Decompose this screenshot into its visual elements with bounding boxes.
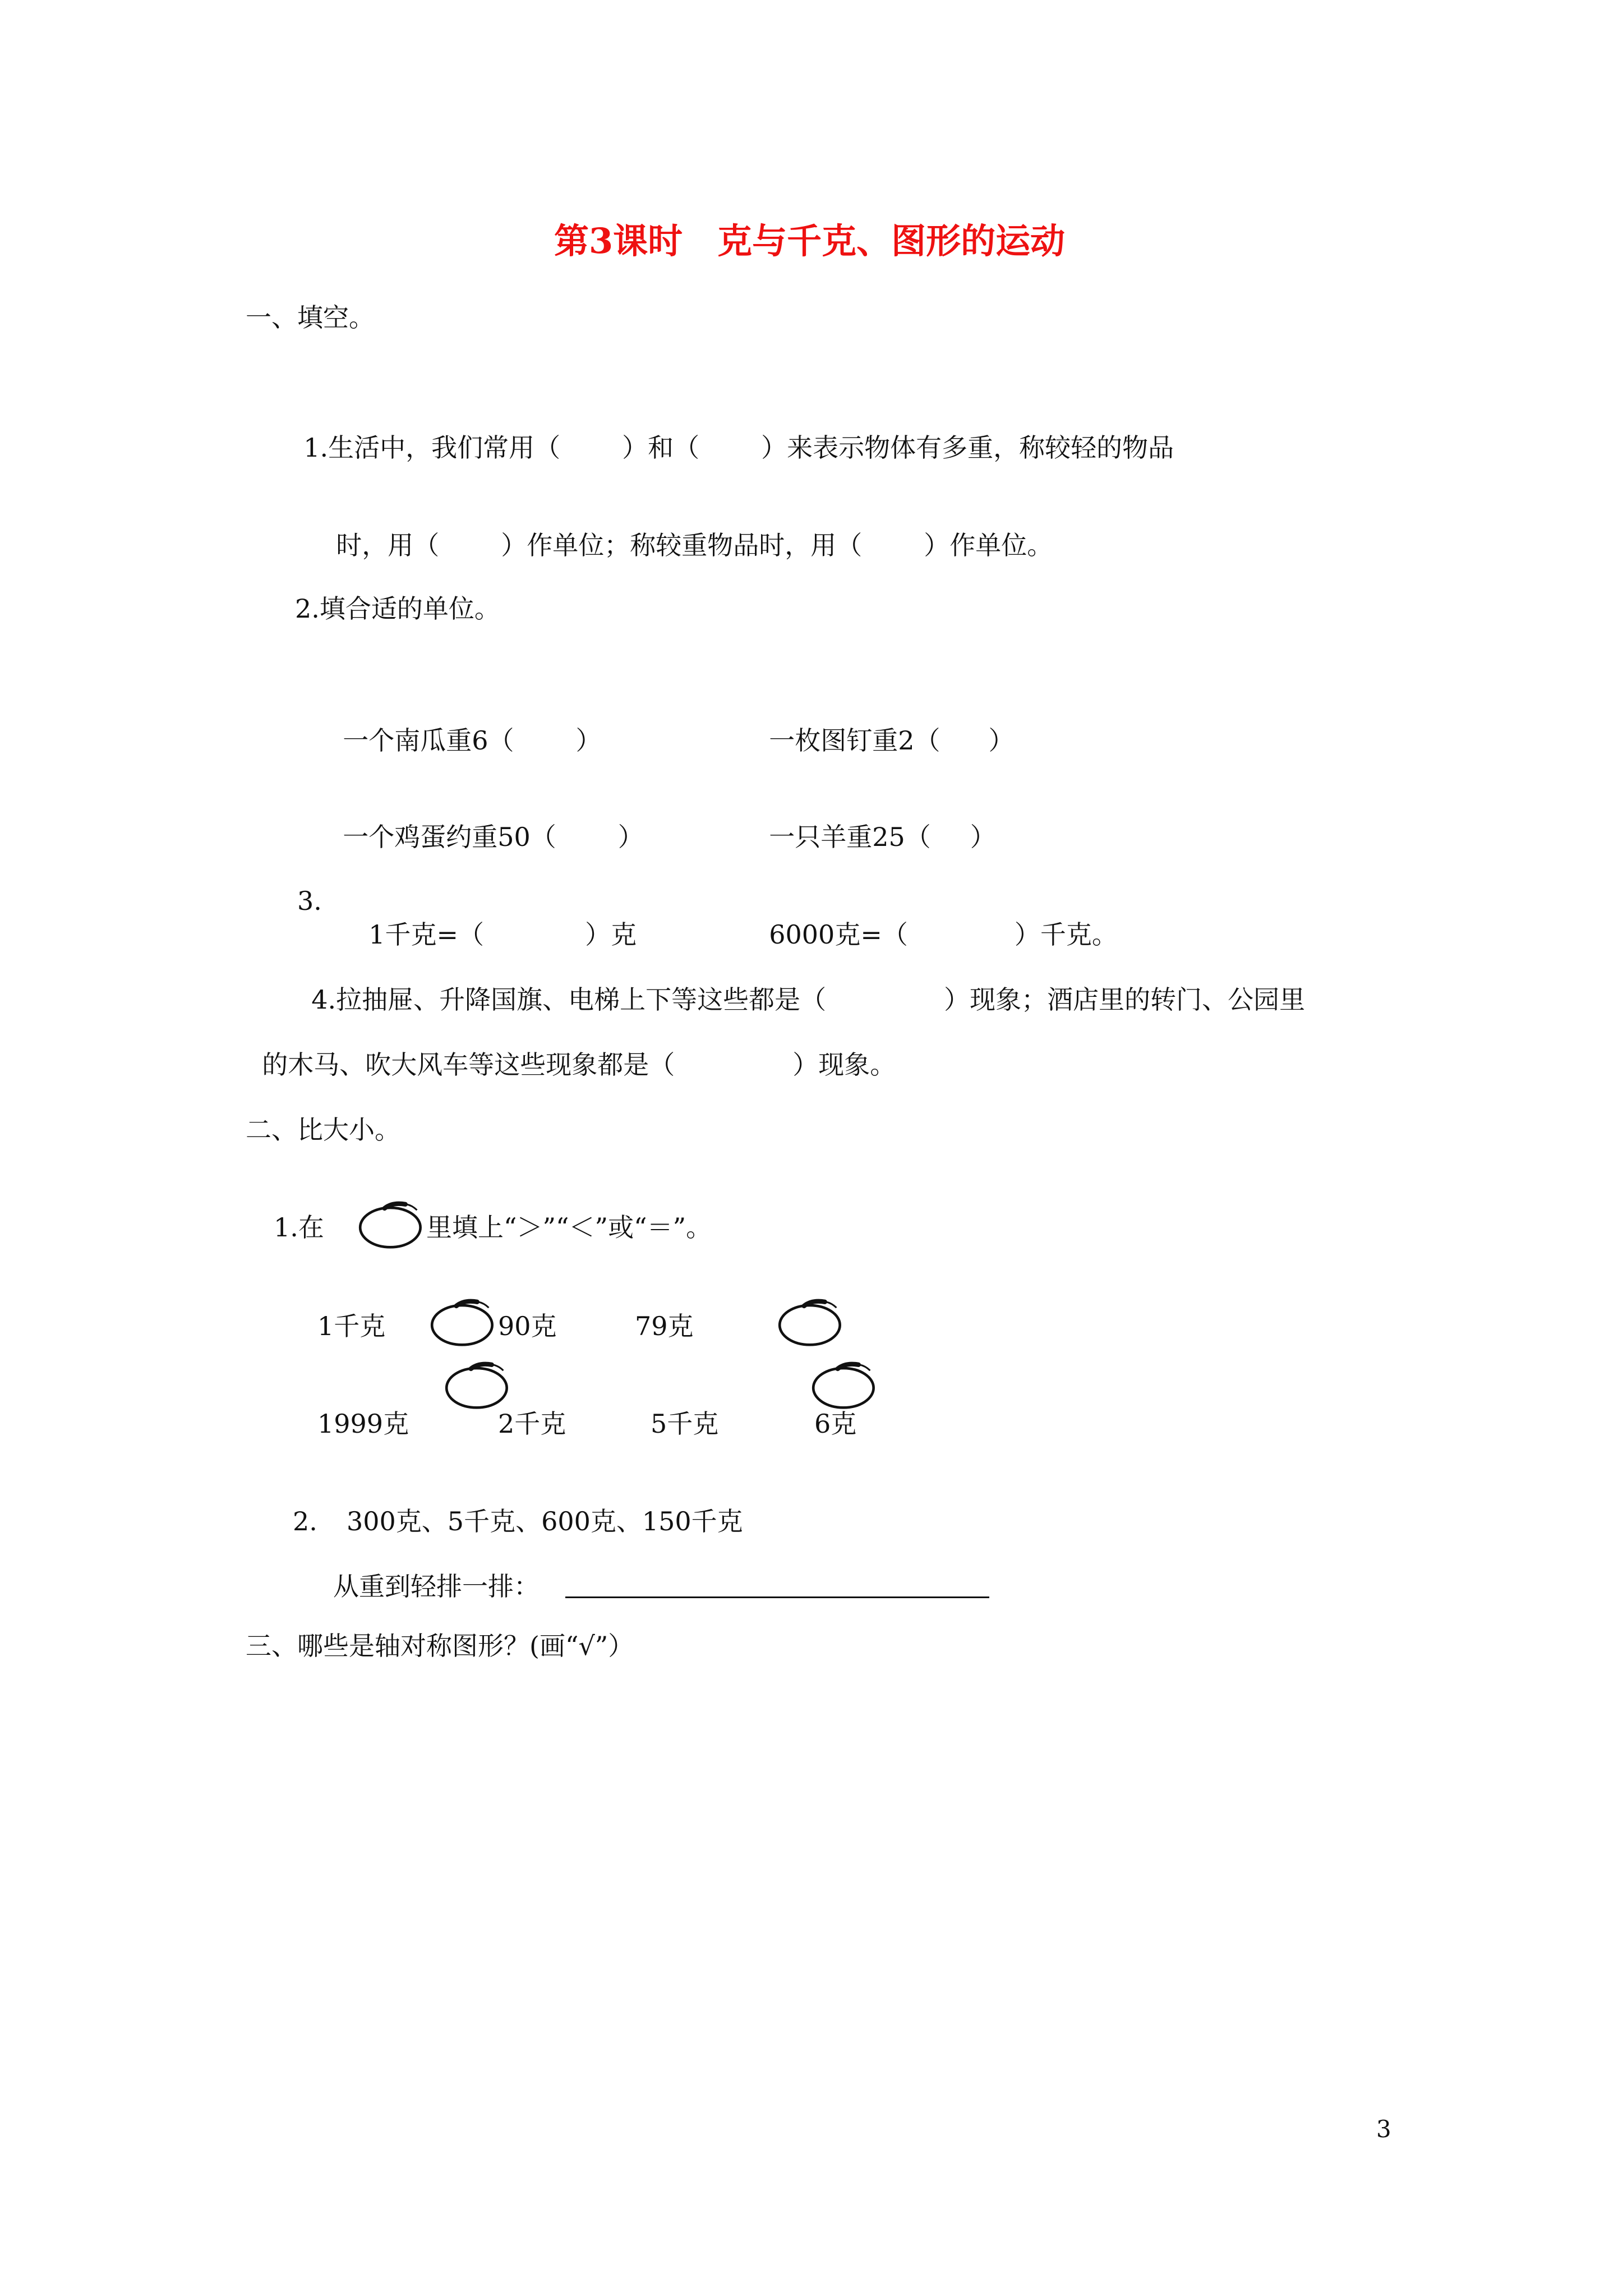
unit-item-text: 一枚图钉重2（ bbox=[769, 725, 940, 756]
page-title: 第3课时 克与千克、图形的运动 bbox=[554, 220, 1066, 261]
apple-circle-icon[interactable] bbox=[776, 1296, 846, 1349]
q1-4-seg-1: 4.拉抽屉、升降国旗、电梯上下等这些都是（ bbox=[311, 984, 827, 1015]
q1-1-seg-1: 1.生活中，我们常用（ bbox=[303, 432, 561, 463]
question-1-1-line-2 bbox=[320, 495, 1053, 562]
q1-1-seg-4: 时，用（ bbox=[336, 530, 440, 560]
question-1-1-line-1 bbox=[287, 397, 1174, 464]
unit-item-text: 一只羊重25（ bbox=[769, 822, 931, 852]
q1-1-seg-5: ）作单位；称较重物品时，用（ bbox=[501, 530, 863, 560]
section-2-heading: 二、比大小。 bbox=[246, 1115, 400, 1145]
q1-4-seg-2: ）现象；酒店里的转门、公园里 bbox=[944, 984, 1306, 1015]
q1-3-b-right: ）千克。 bbox=[1014, 919, 1118, 950]
apple-circle-icon[interactable] bbox=[443, 1359, 513, 1411]
unit-item-close: ） bbox=[575, 725, 602, 756]
q1-1-seg-6: ）作单位。 bbox=[924, 530, 1053, 560]
unit-item-close: ） bbox=[617, 822, 644, 852]
apple-circle-icon bbox=[357, 1198, 426, 1251]
compare-4-right: 6克 bbox=[814, 1409, 857, 1439]
apple-circle-icon[interactable] bbox=[810, 1359, 879, 1411]
sort-answer-line[interactable] bbox=[565, 1596, 989, 1598]
question-2-1-right: 里填上“＞”“＜”或“＝”。 bbox=[426, 1212, 712, 1243]
unit-item-close: ） bbox=[988, 725, 1015, 756]
compare-1-left: 1千克 bbox=[317, 1311, 386, 1341]
question-1-4-line-2 bbox=[246, 1014, 896, 1082]
q1-3-b-left: 6000克=（ bbox=[769, 919, 908, 950]
compare-1-right: 90克 bbox=[498, 1311, 557, 1341]
apple-circle-icon[interactable] bbox=[428, 1296, 498, 1349]
question-1-3-part-b bbox=[753, 884, 1118, 951]
q1-4-seg-4: ）现象。 bbox=[792, 1050, 896, 1080]
unit-item-pumpkin bbox=[326, 690, 602, 757]
q1-1-seg-2: ）和（ bbox=[622, 432, 700, 463]
compare-3-left: 1999克 bbox=[317, 1409, 409, 1439]
unit-item-text: 一个南瓜重6（ bbox=[343, 725, 514, 756]
question-2-2-number: 2. bbox=[293, 1506, 317, 1536]
q1-1-seg-3: ）来表示物体有多重，称较轻的物品 bbox=[761, 432, 1174, 463]
sort-label: 从重到轻排一排： bbox=[333, 1571, 540, 1602]
compare-4-left: 5千克 bbox=[651, 1409, 719, 1439]
section-1-heading: 一、填空。 bbox=[246, 302, 375, 333]
unit-item-close: ） bbox=[970, 822, 996, 852]
unit-item-egg bbox=[326, 786, 644, 854]
question-1-4-line-1 bbox=[295, 949, 1305, 1016]
question-2-1-left: 1.在 bbox=[274, 1212, 324, 1243]
unit-item-sheep bbox=[753, 786, 996, 854]
unit-item-pushpin bbox=[753, 690, 1015, 757]
page-number: 3 bbox=[1376, 2115, 1391, 2143]
q1-4-seg-3: 的木马、吹大风车等这些现象都是（ bbox=[262, 1050, 675, 1080]
question-1-2-heading: 2.填合适的单位。 bbox=[295, 593, 500, 624]
question-1-3-part-a bbox=[352, 884, 637, 951]
question-2-2-items: 300克、5千克、600克、150千克 bbox=[347, 1506, 743, 1536]
compare-3-right: 2千克 bbox=[498, 1409, 566, 1439]
section-3-heading: 三、哪些是轴对称图形？(画“√”） bbox=[246, 1631, 634, 1661]
q1-3-a-left: 1千克=（ bbox=[368, 919, 485, 950]
q1-3-a-right: ）克 bbox=[585, 919, 637, 950]
compare-2-left: 79克 bbox=[635, 1311, 694, 1341]
question-1-3-number: 3. bbox=[297, 886, 322, 916]
unit-item-text: 一个鸡蛋约重50（ bbox=[343, 822, 556, 852]
